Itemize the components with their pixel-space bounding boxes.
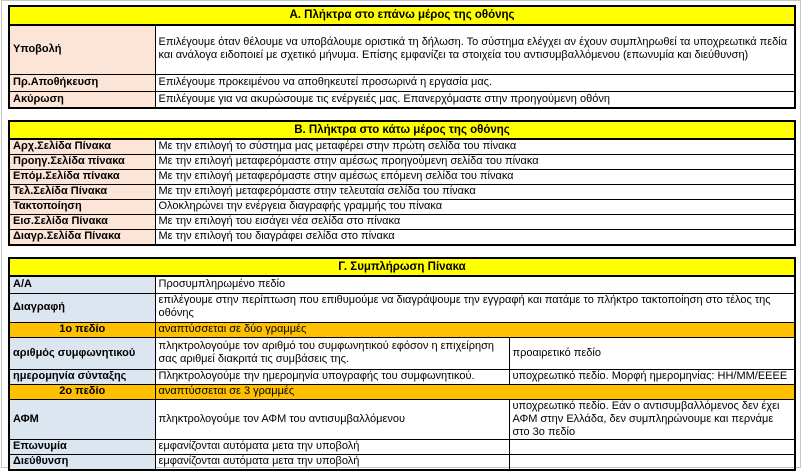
table-row: [9, 154, 795, 169]
subfield-header-description: αναπτύσσεται σε 3 γραμμές: [155, 384, 795, 399]
subfield-header-label: 2ο πεδίο: [9, 384, 155, 399]
field-label: Α/Α: [9, 276, 155, 293]
section-b-title: Β. Πλήκτρα στο κάτω μέρος της οθόνης: [9, 121, 795, 139]
key-description: Επιλέγουμε για να ακυρώσουμε τις ενέργειές μας. Επανερχόμαστε στην προηγούμενη οθόνη: [155, 91, 795, 108]
key-label: Επόμ.Σελίδα πίνακα: [9, 169, 155, 184]
section-c-table: [8, 257, 796, 471]
field-label: Επωνυμία: [9, 439, 155, 454]
field-label: Διεύθυνση: [9, 454, 155, 470]
table-row: [9, 293, 795, 322]
table-row: [9, 25, 795, 74]
table-row: [9, 139, 795, 154]
key-label: Προηγ.Σελίδα πίνακα: [9, 154, 155, 169]
subfield-header-label: 1ο πεδίο: [9, 322, 155, 337]
key-description: Επιλέγουμε προκειμένου να αποθηκευτεί προσωρινά η εργασία μας.: [155, 74, 795, 91]
table-row: [9, 214, 795, 229]
table-row: [9, 91, 795, 108]
table-row: [9, 184, 795, 199]
table-row: [9, 229, 795, 245]
table-row: [9, 74, 795, 91]
field-description: εμφανίζονται αυτόματα μετα την υποβολή: [155, 439, 509, 454]
key-label: Τελ.Σελίδα Πίνακα: [9, 184, 155, 199]
field-note: [509, 439, 795, 454]
key-description: Με την επιλογή μεταφερόμαστε στην τελευταία σελίδα του πίνακα: [155, 184, 795, 199]
key-description: Με την επιλογή του διαγράφει σελίδα στο πίνακα: [155, 229, 795, 245]
table-row: [9, 199, 795, 214]
table-row: [9, 439, 795, 454]
field-description: Πληκτρολογούμε την ημερομηνία υπογραφής του συμφωνητικού.: [155, 369, 509, 384]
field-label: ημερομηνία σύνταξης: [9, 369, 155, 384]
key-label: Πρ.Αποθήκευση: [9, 74, 155, 91]
table-row: [9, 369, 795, 384]
field-label: Διαγραφή: [9, 293, 155, 322]
key-label: Τακτοποίηση: [9, 199, 155, 214]
field-label: αριθμός συμφωνητικού: [9, 337, 155, 369]
key-description: Ολοκληρώνει την ενέργεια διαγραφής γραμμής του πίνακα: [155, 199, 795, 214]
field-description: Προσυμπληρωμένο πεδίο: [155, 276, 795, 293]
field-description: εμφανίζονται αυτόματα μετα την υποβολή: [155, 454, 509, 470]
field-note: προαιρετικό πεδίο: [509, 337, 795, 369]
key-label: Υποβολή: [9, 25, 155, 74]
field-description: επιλέγουμε στην περίπτωση που επιθυμούμε να διαγράψουμε την εγγραφή και πατάμε το πλήκτρο τακτοποίηση στο τέλος της οθόνης: [155, 293, 795, 322]
field-description: πληκτρολογούμε τον ΑΦΜ του αντισυμβαλλόμενου: [155, 399, 509, 439]
section-a-table: [8, 5, 796, 109]
table-row: [9, 399, 795, 439]
key-description: Με την επιλογή μεταφερόμαστε στην αμέσως επόμενη σελίδα του πίνακα: [155, 169, 795, 184]
page-frame: [1, 0, 801, 468]
key-description: Επιλέγουμε όταν θέλουμε να υποβάλουμε οριστικά τη δήλωση. Το σύστημα ελέγχει αν έχουν συμπληρωθεί τα υποχρεωτικά πεδία και ανάλογα ειδοποιεί με σχετικό μήνυμα. Επίσης εμφανίζει τα στοιχεία του αντισυμβαλλόμενου (επωνυμία και διεύθυνση): [155, 25, 795, 74]
subfield-header-description: αναπτύσσεται σε δύο γραμμές: [155, 322, 795, 337]
key-description: Με την επιλογή του εισάγει νέα σελίδα στο πίνακα: [155, 214, 795, 229]
field-note: [509, 454, 795, 470]
key-label: Διαγρ.Σελίδα Πίνακα: [9, 229, 155, 245]
key-description: Με την επιλογή το σύστημα μας μεταφέρει στην πρώτη σελίδα του πίνακα: [155, 139, 795, 154]
key-label: Εισ.Σελίδα Πίνακα: [9, 214, 155, 229]
table-row: [9, 169, 795, 184]
field-note: υποχρεωτικό πεδίο. Μορφή ημερομηνίας: ΗΗ/ΜΜ/ΕΕΕΕ: [509, 369, 795, 384]
table-row: [9, 454, 795, 470]
section-b-table: [8, 120, 796, 246]
table-row: [9, 322, 795, 337]
table-row: [9, 276, 795, 293]
field-note: υποχρεωτικό πεδίο. Εάν ο αντισυμβαλλόμενος δεν έχει ΑΦΜ στην Ελλάδα, δεν συμπληρώνουμε και περνάμε στο 3ο πεδίο: [509, 399, 795, 439]
section-a-title: Α. Πλήκτρα στο επάνω μέρος της οθόνης: [9, 6, 795, 25]
table-row: [9, 384, 795, 399]
table-row: [9, 337, 795, 369]
key-description: Με την επιλογή μεταφερόμαστε στην αμέσως προηγούμενη σελίδα του πίνακα: [155, 154, 795, 169]
section-c-title: Γ. Συμπλήρωση Πίνακα: [9, 258, 795, 276]
key-label: Αρχ.Σελίδα Πίνακα: [9, 139, 155, 154]
field-label: ΑΦΜ: [9, 399, 155, 439]
field-description: πληκτρολογούμε τον αριθμό του συμφωνητικού εφόσον η επιχείρηση σας αριθμεί διακριτά τις συμβάσεις της.: [155, 337, 509, 369]
key-label: Ακύρωση: [9, 91, 155, 108]
